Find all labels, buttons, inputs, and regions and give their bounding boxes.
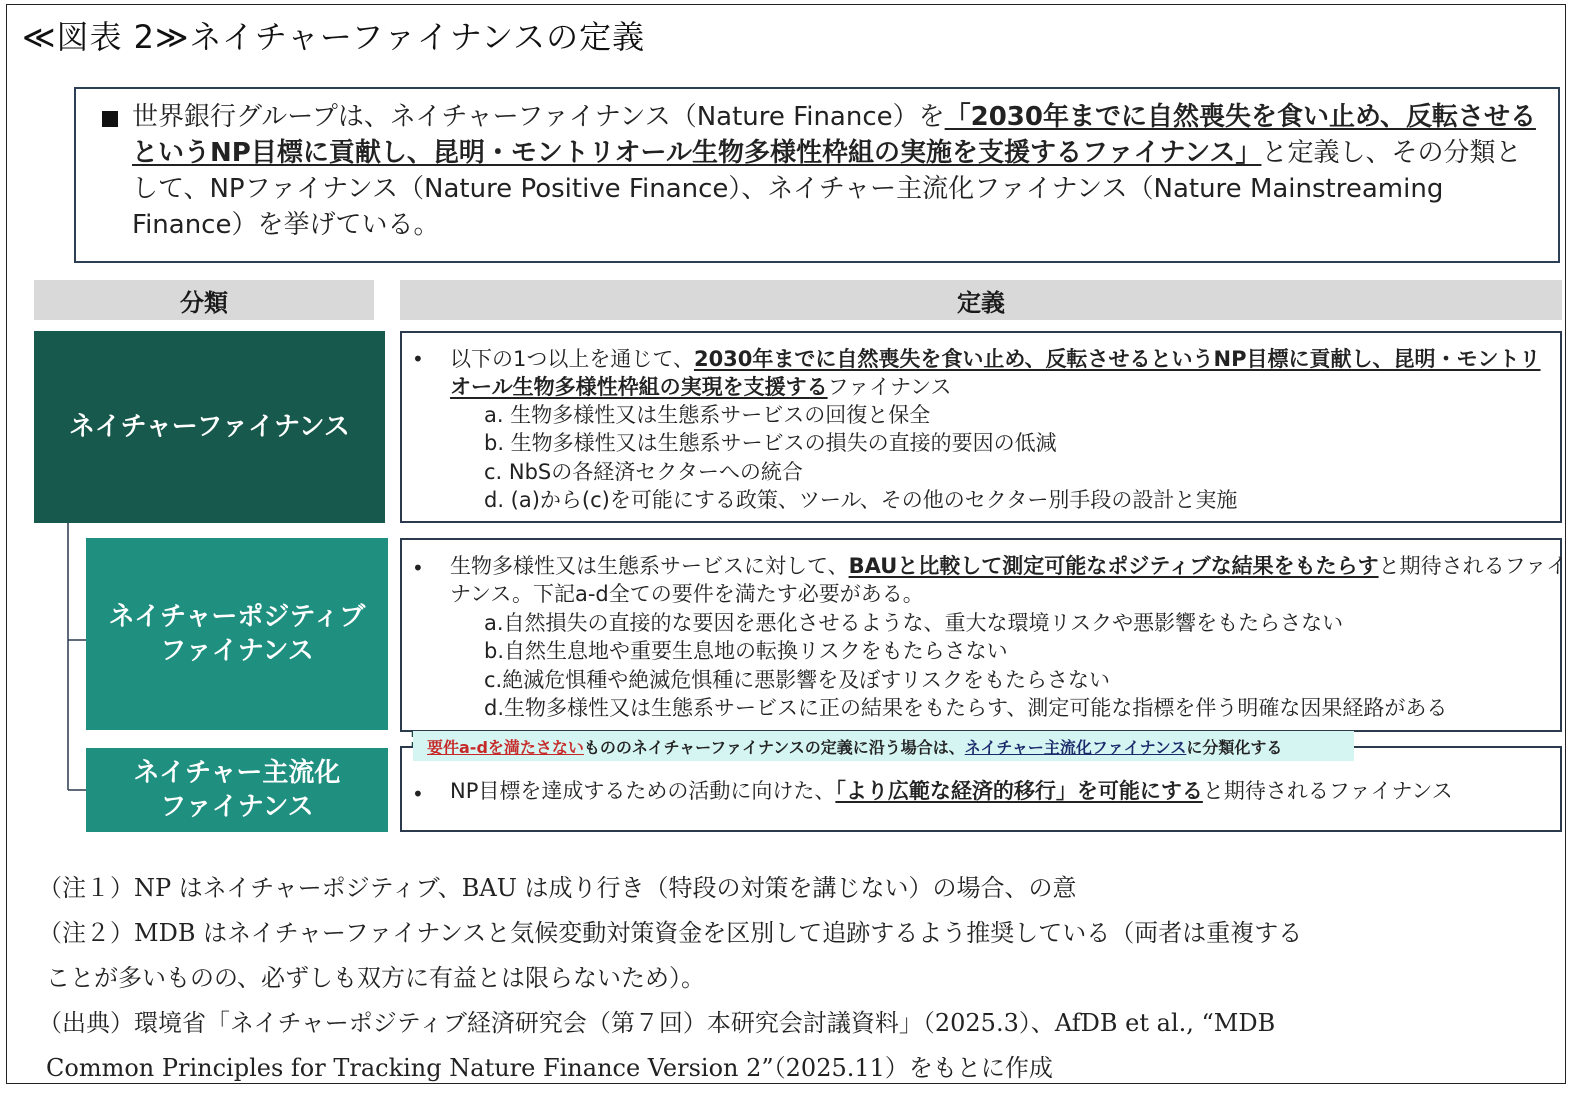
classification-banner: [413, 731, 1354, 761]
banner-navy: ネイチャー主流化ファイナンス: [964, 737, 1187, 757]
source-a: （出典）環境省「ネイチャーポジティブ経済研究会（第７回）本研究会討議資料」（2025.3）、AfDB et al., “MDB: [38, 1009, 1276, 1037]
category-nature-finance: ネイチャーファイナンス: [34, 331, 385, 523]
nm-bold: 「より広範な経済的移行」を可能にする: [835, 779, 1203, 803]
np-item-c: c.絶滅危惧種や絶滅危惧種に悪影響を及ぼすリスクをもたらさない: [484, 668, 1110, 692]
np-item-a: a.自然損失の直接的な要因を悪化させるような、重大な環境リスクや悪影響をもたらさない: [484, 611, 1344, 635]
nf-line1-bold: 2030年までに自然喪失を食い止め、反転させるというNP目標に貢献し、昆明・モントリ: [693, 347, 1541, 371]
source-b: Common Principles for Tracking Nature Finance Version 2”（2025.11）をもとに作成: [46, 1054, 1053, 1082]
nm-post: と期待されるファイナンス: [1202, 779, 1453, 803]
note-2b: ことが多いものの、必ずしも双方に有益とは限らないため）。: [46, 964, 706, 992]
nm-line: [450, 777, 1453, 806]
footnotes: [38, 866, 1538, 1091]
banner-mid: もののネイチャーファイナンスの定義に沿う場合は、: [583, 737, 965, 757]
intro-post: と定義し、その分類として、NPファイナンス（Nature Positive Finance）、ネイチャー主流化ファイナンス（Nature Mainstreaming Finance）を挙げている。: [132, 138, 1522, 240]
figure-title: ≪図表 2≫ネイチャーファイナンスの定義: [22, 18, 646, 56]
bullet-dot: •: [412, 556, 424, 580]
bullet-dot: •: [412, 782, 424, 806]
category-nm-line1: ネイチャー主流化: [133, 758, 341, 788]
np-line2: ナンス。下記a-d全ての要件を満たす必要がある。: [450, 582, 924, 606]
note-1: （注１）NP はネイチャーポジティブ、BAU は成り行き（特段の対策を講じない）の場合、の意: [38, 874, 1077, 902]
nf-line2: [450, 373, 952, 402]
nf-item-b: b. 生物多様性又は生態系サービスの損失の直接的要因の低減: [484, 431, 1057, 455]
banner-red: 要件a-dを満たさない: [427, 737, 584, 757]
category-np-line1: ネイチャーポジティブ: [108, 602, 366, 632]
np-line1-bold: BAUと比較して測定可能なポジティブな結果をもたらす: [848, 554, 1379, 578]
nf-line1-pre: 以下の1つ以上を通じて、: [450, 347, 694, 371]
category-np-line2: ファイナンス: [160, 636, 314, 666]
intro-pre: 世界銀行グループは、ネイチャーファイナンス（Nature Finance）を: [132, 102, 945, 132]
definition-nature-finance: [400, 331, 1562, 523]
nf-line2-bold: オール生物多様性枠組の実現を支援する: [450, 375, 828, 399]
category-nm-line2: ファイナンス: [160, 792, 314, 822]
nf-item-d: d. (a)から(c)を可能にする政策、ツール、その他のセクター別手段の設計と実施: [484, 488, 1238, 512]
np-line1: [450, 552, 1567, 581]
nf-line2-post: ファイナンス: [827, 375, 952, 399]
np-line1-post: と期待されるファイ: [1378, 554, 1568, 578]
np-item-d: d.生物多様性又は生態系サービスに正の結果をもたらす、測定可能な指標を伴う明確な因果経路がある: [484, 696, 1448, 720]
banner-end: に分類化する: [1186, 737, 1283, 757]
note-2a: （注２）MDB はネイチャーファイナンスと気候変動対策資金を区別して追跡するよう推奨している（両者は重複する: [38, 919, 1303, 947]
nf-item-a: a. 生物多様性又は生態系サービスの回復と保全: [484, 403, 931, 427]
nm-pre: NP目標を達成するための活動に向けた、: [450, 779, 836, 803]
category-nature-positive: [86, 538, 388, 730]
definition-nature-positive: [400, 538, 1568, 732]
np-line1-pre: 生物多様性又は生態系サービスに対して、: [450, 554, 849, 578]
intro-bold: 「2030年までに自然喪失を食い止め、反転させるというNP目標に貢献し、昆明・モントリオール生物多様性枠組の実施を支援するファイナンス」: [132, 102, 1536, 168]
bullet-dot: •: [412, 347, 424, 371]
np-item-b: b.自然生息地や重要生息地の転換リスクをもたらさない: [484, 639, 1008, 663]
nf-line1: [450, 345, 1541, 374]
nf-item-c: c. NbSの各経済セクターへの統合: [484, 460, 803, 484]
header-category: 分類: [34, 280, 374, 320]
header-definition: 定義: [400, 280, 1562, 320]
category-mainstreaming: [86, 748, 388, 832]
